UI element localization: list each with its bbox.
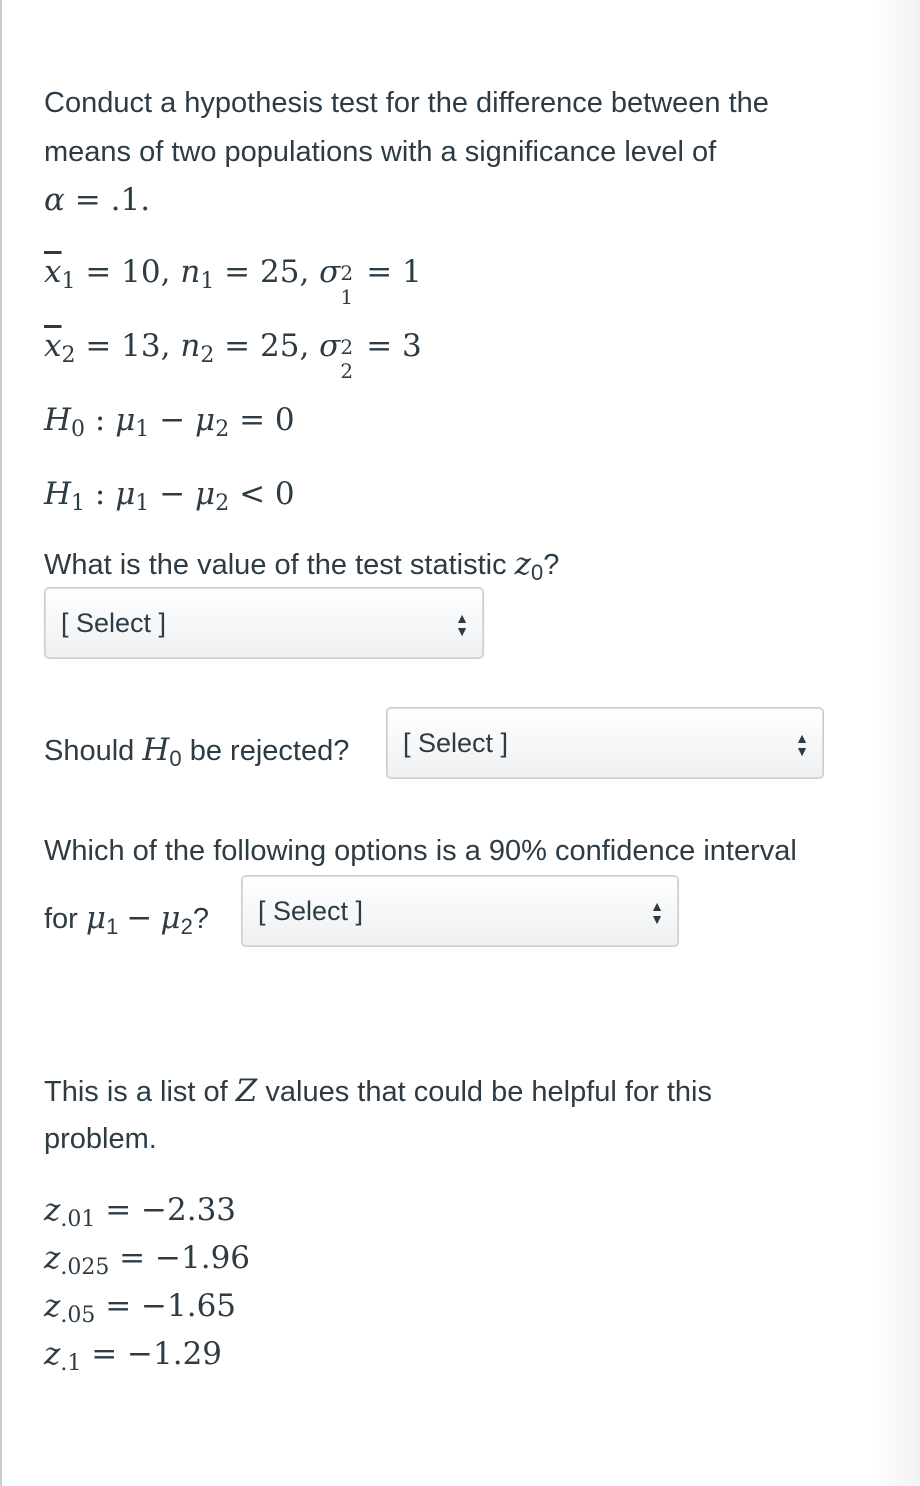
confidence-interval-question-line-2: for $\mu_1 - \mu_2$?: [44, 900, 209, 939]
reject-h0-question: Should $H_0$ be rejected?: [44, 732, 350, 771]
intro-line-1: Conduct a hypothesis test for the difference between the: [44, 87, 769, 119]
test-statistic-question: What is the value of the test statistic $z_0$?: [44, 546, 560, 585]
intro-line-2: means of two populations with a significance level of: [44, 136, 717, 168]
null-hypothesis: $H_0$ : $\mu_1 - \mu_2 = 0$: [44, 402, 295, 442]
confidence-interval-question-line-1: Which of the following options is a 90% confidence interval: [44, 835, 797, 867]
z-value-row: $z_{.05} = -1.65$: [44, 1288, 237, 1328]
test-statistic-select[interactable]: [ Select ] ▲ ▼: [44, 587, 484, 659]
alternative-hypothesis: $H_1$ : $\mu_1 - \mu_2 < 0$: [44, 476, 295, 516]
up-down-caret-icon: ▲ ▼: [795, 730, 809, 759]
confidence-interval-select[interactable]: [ Select ] ▲ ▼: [241, 875, 679, 947]
sample-2-variance: 3: [402, 328, 422, 364]
sample-1-stats: $\overline{x}_1 = 10$, $n_1 = 25$, σ 2 1 = 1: [44, 254, 422, 309]
sample-1-mean: 10: [121, 254, 161, 290]
z-value-row: $z_{.1} = -1.29$: [44, 1336, 223, 1376]
z-value-row: $z_{.01} = -2.33$: [44, 1192, 237, 1232]
sample-2-stats: $\overline{x}_2 = 13$, $n_2 = 25$, σ 2 2 = 3: [44, 328, 422, 383]
up-down-caret-icon: ▲ ▼: [455, 610, 469, 639]
sample-1-variance: 1: [402, 254, 422, 290]
reject-h0-select[interactable]: [ Select ] ▲ ▼: [386, 707, 824, 779]
sample-2-size: 25: [260, 328, 300, 364]
page-right-shadow: [874, 0, 920, 1486]
up-down-caret-icon: ▲ ▼: [650, 898, 664, 927]
z-value-row: $z_{.025} = -1.96$: [44, 1240, 251, 1280]
z-values-intro-line-2: problem.: [44, 1123, 157, 1155]
sample-2-mean: 13: [121, 328, 161, 364]
z-values-intro-line-1: This is a list of Z values that could be helpful for this: [44, 1073, 712, 1109]
page-left-border: [0, 0, 2, 1486]
sample-1-size: 25: [260, 254, 300, 290]
alpha-statement: α = .1.: [44, 182, 151, 218]
